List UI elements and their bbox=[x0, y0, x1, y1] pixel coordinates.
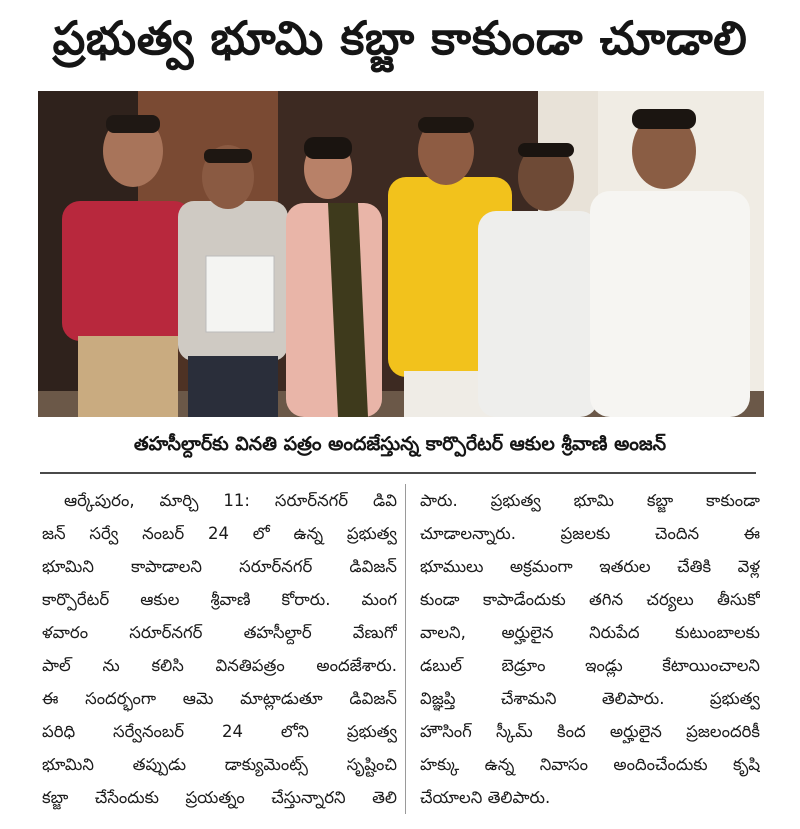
article-line: డబుల్ బెడ్రూం ఇండ్లు కేటాయించాలని bbox=[420, 656, 760, 675]
article-line: పాల్ ను కలిసి వినతిపత్రం అందజేశారు. bbox=[42, 656, 397, 675]
article-line: కార్పొరేటర్ ఆకుల శ్రీవాణి కోరారు. మంగ bbox=[42, 590, 397, 609]
caption-divider bbox=[40, 472, 756, 474]
article-column-left bbox=[42, 484, 397, 814]
article-line: హక్కు ఉన్న నివాసం అందించేందుకు కృషి bbox=[420, 755, 760, 774]
article-line: పరిధి సర్వేనంబర్ 24 లోని ప్రభుత్వ bbox=[42, 722, 397, 741]
news-photo bbox=[38, 91, 764, 417]
photo-illustration bbox=[38, 91, 764, 417]
article-line: పారు. ప్రభుత్వ భూమి కబ్జా కాకుండా bbox=[420, 491, 760, 510]
article-line: కుండా కాపాడేందుకు తగిన చర్యలు తీసుకో bbox=[420, 590, 760, 609]
article-line: చూడాలన్నారు. ప్రజలకు చెందిన ఈ bbox=[420, 524, 760, 543]
column-divider bbox=[405, 484, 406, 814]
article-line: జన్ సర్వే నంబర్ 24 లో ఉన్న ప్రభుత్వ bbox=[42, 524, 397, 543]
photo-caption: తహసీల్దార్‌కు వినతి పత్రం అందజేస్తున్న కార్పొరేటర్ ఆకుల శ్రీవాణి అంజన్ bbox=[133, 432, 667, 455]
article-line: భూములు అక్రమంగా ఇతరుల చేతికి వెళ్ల bbox=[420, 557, 760, 576]
article-line: కబ్జా చేసేందుకు ప్రయత్నం చేస్తున్నారని తెలి bbox=[42, 788, 397, 807]
article-line: ఈ సందర్భంగా ఆమె మాట్లాడుతూ డివిజన్ bbox=[42, 689, 397, 708]
article-column-right bbox=[420, 484, 760, 814]
article-line: చేయాలని తెలిపారు. bbox=[420, 788, 551, 807]
article-line: హౌసింగ్ స్కీమ్ కింద అర్హులైన ప్రజలందరికీ bbox=[420, 722, 760, 741]
headline: ప్రభుత్వ భూమి కబ్జా కాకుండా చూడాలి bbox=[52, 11, 748, 65]
article-line: విజ్ఞప్తి చేశామని తెలిపారు. ప్రభుత్వ bbox=[420, 689, 760, 708]
article-line: ళవారం సరూర్‌నగర్ తహసీల్దార్ వేణుగో bbox=[42, 623, 397, 642]
article-line: వాలని, అర్హులైన నిరుపేద కుటుంబాలకు bbox=[420, 623, 760, 642]
article-line: ఆర్కేపురం, మార్చి 11: సరూర్‌నగర్ డివి bbox=[64, 491, 397, 510]
article-line: భూమిని కాపాడాలని సరూర్‌నగర్ డివిజన్ bbox=[42, 557, 397, 576]
article-line: భూమిని తప్పుడు డాక్యుమెంట్స్ సృష్టించి bbox=[42, 755, 397, 774]
